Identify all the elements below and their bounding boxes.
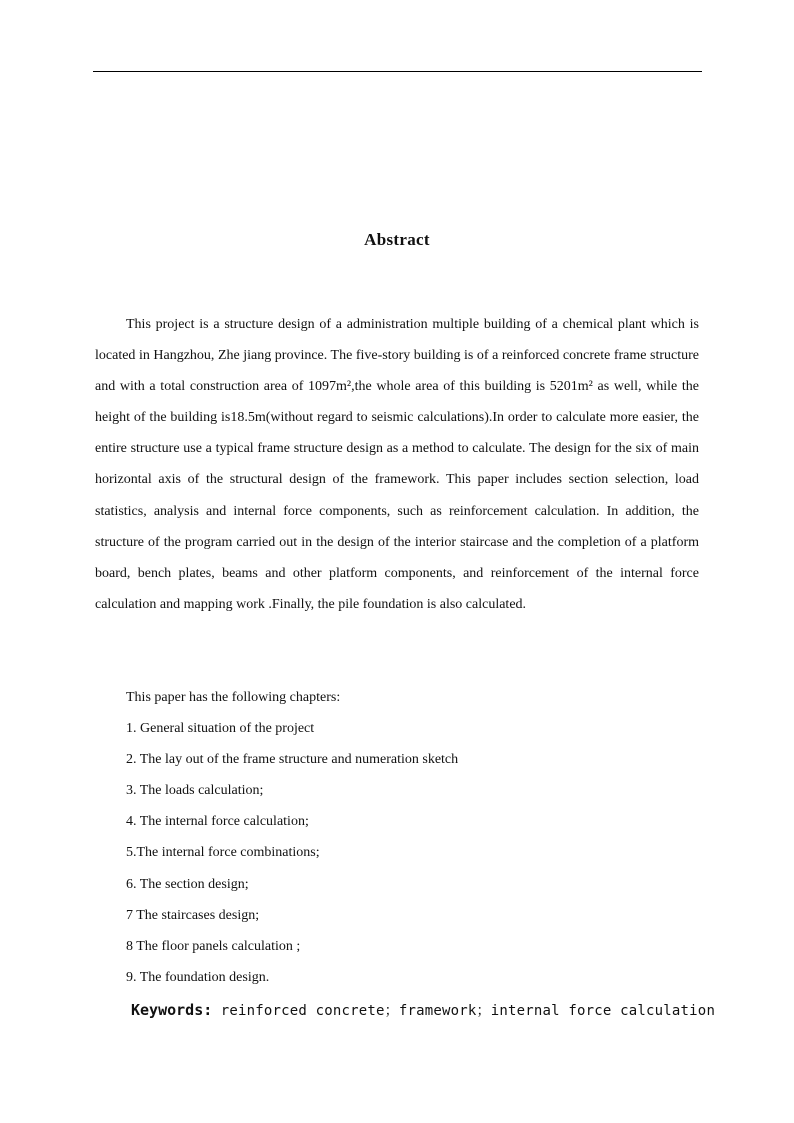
- chapter-item-5: 5.The internal force combinations;: [126, 845, 320, 861]
- chapter-item-9: 9. The foundation design.: [126, 969, 270, 985]
- abstract-paragraph: This project is a structure design of a administration multiple building of a chemical plant which is located in Hangzhou, Zhe jiang province. The five-story building is of a reinforced concrete frame structure and with a total construction area of 1097m²,the whole area of this building is 5201m² as well, while the height of the building is18.5m(without regard to seismic calculations).In order to calculate more easier, the entire structure use a typical frame structure design as a method to calculate. The design for the six of main horizontal axis of the structural design of the framework. This paper includes section selection, load statistics, analysis and internal force components, such as reinforcement calculation. In addition, the structure of the program carried out in the design of the interior staircase and the completion of a platform board, bench plates, beams and other platform components, and reinforcement of the internal force calculation and mapping work .Finally, the pile foundation is also calculated.: [95, 317, 699, 612]
- chapter-list: [126, 682, 696, 993]
- chapter-item-7: 7 The staircases design;: [126, 907, 260, 923]
- header-rule: [93, 71, 702, 72]
- chapter-item-6: 6. The section design;: [126, 876, 249, 892]
- chapter-item-4: 4. The internal force calculation;: [126, 814, 309, 830]
- keywords-text: reinforced concrete；framework；internal force calculation: [220, 1003, 716, 1019]
- chapter-item-1: 1. General situation of the project: [126, 721, 315, 737]
- chapter-item-8: 8 The floor panels calculation ;: [126, 938, 301, 954]
- chapter-list-intro: This paper has the following chapters:: [126, 690, 341, 705]
- chapter-item-2: 2. The lay out of the frame structure and numeration sketch: [126, 752, 459, 768]
- keywords-line: [131, 1000, 716, 1020]
- chapter-item-3: 3. The loads calculation;: [126, 783, 264, 799]
- keywords-label: Keywords:: [131, 1001, 213, 1019]
- page-title: Abstract: [364, 230, 430, 249]
